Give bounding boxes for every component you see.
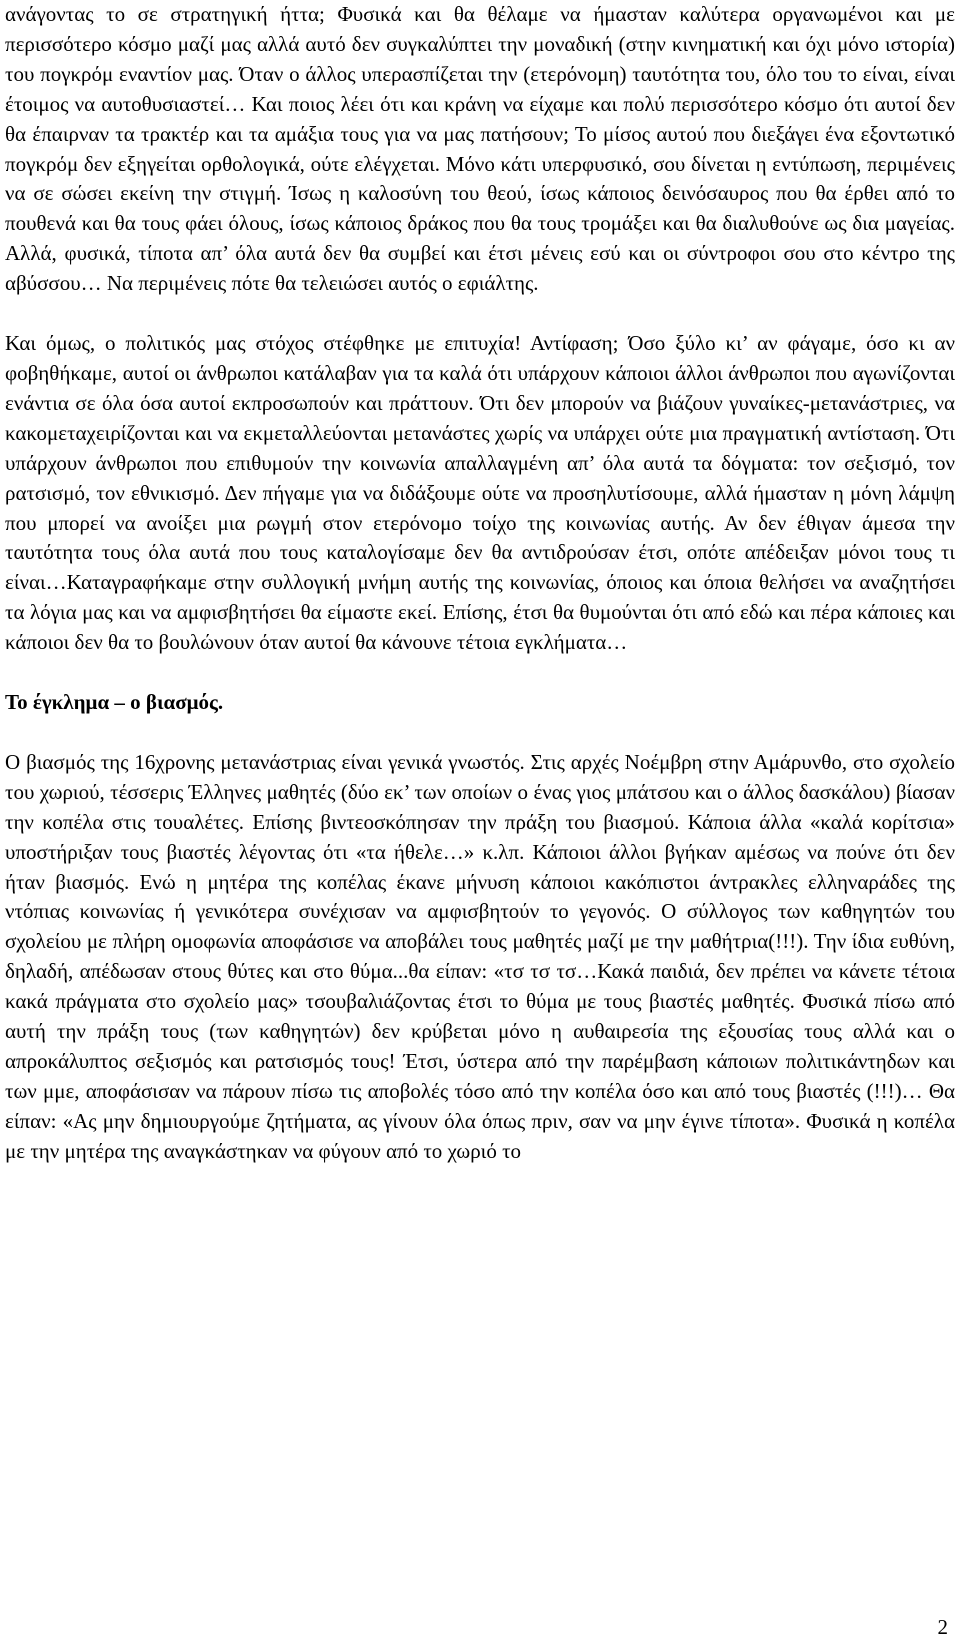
document-page	[5, 0, 955, 1167]
body-paragraph-1: ανάγοντας το σε στρατηγική ήττα; Φυσικά και θα θέλαμε να ήμασταν καλύτερα οργανωμένοι και με περισσότερο κόσμο μαζί μας αλλά αυτό δεν συγκαλύπτει την μοναδική (στην κινηματική και όχι μόνο ιστορία) του πογκρόμ εναντίον μας. Όταν ο άλλος υπερασπίζεται την (ετερόνομη) ταυτότητα του, όλο του το είναι, είναι έτοιμος να αυτοθυσιαστεί… Και ποιος λέει ότι και κράνη να είχαμε και πολύ περισσότερο κόσμο ότι αυτοί δεν θα έπαιρναν τα τρακτέρ και τα αμάξια τους για να μας πατήσουν; Το μίσος αυτού που διεξάγει ένα εξοντωτικό πογκρόμ δεν εξηγείται ορθολογικά, ούτε ελέγχεται. Μόνο κάτι υπερφυσικό, σου δίνεται η εντύπωση, περιμένεις να σε σώσει εκείνη την στιγμή. Ίσως η καλοσύνη του θεού, ίσως κάποιος δεινόσαυρος που θα έρθει από το πουθενά και θα τους φάει όλους, ίσως κάποιος δράκος που θα τους τρομάξει και θα διαλυθούνε ως δια μαγείας. Αλλά, φυσικά, τίποτα απ’ όλα αυτά δεν θα συμβεί και έτσι μένεις εσύ και οι σύντροφοι σου στο κέντρο της αβύσσου… Να περιμένεις πότε θα τελειώσει αυτός ο εφιάλτης.	[5, 2, 955, 296]
page-number: 2	[937, 1615, 948, 1639]
body-paragraph-3: Ο βιασμός της 16χρονης μετανάστριας είναι γενικά γνωστός. Στις αρχές Νοέμβρη στην Αμάρυνθο, στο σχολείο του χωριού, τέσσερις Έλληνες μαθητές (δύο εκ’ των οποίων ο ένας γιος μπάτσου και ο άλλος δασκάλου) βίασαν την κοπέλα στις τουαλέτες. Επίσης βιντεοσκόπησαν την πράξη του βιασμού. Κάποια άλλα «καλά κορίτσια» υποστήριξαν τους βιαστές λέγοντας ότι «τα ήθελε…» κ.λπ. Κάποιοι άλλοι βγήκαν αμέσως να πούνε ότι δεν ήταν βιασμός. Ενώ η μητέρα της κοπέλας έκανε μήνυση κάποιοι κακόπιστοι άντρακλες ελληναράδες της ντόπιας κοινωνίας ή γενικότερα συνέχισαν να αμφισβητούν το γεγονός. Ο σύλλογος των καθηγητών του σχολείου με πλήρη ομοφωνία αποφάσισε να αποβάλει τους μαθητές μαζί με την μαθήτρια(!!!). Την ίδια ευθύνη, δηλαδή, απέδωσαν στους θύτες και στο θύμα...θα είπαν: «τσ τσ τσ…Κακά παιδιά, δεν πρέπει να κάνετε τέτοια κακά πράγματα στο σχολείο μας» τσουβαλιάζοντας έτσι το θύμα με τους βιαστές μαθητές. Φυσικά πίσω από αυτή την πράξη τους (των καθηγητών) δεν κρύβεται μόνο η αυθαιρεσία της εξουσίας τους αλλά και ο απροκάλυπτος σεξισμός και ρατσισμός τους! Έτσι, ύστερα από την παρέμβαση κάποιων πολιτικάντηδων και των μμε, αποφάσισαν να πάρουν πίσω τις αποβολές τόσο από την κοπέλα όσο και από τους βιαστές (!!!)… Θα είπαν: «Ας μην δημιουργούμε ζητήματα, ας γίνουν όλα όπως πριν, σαν να μην έγινε τίποτα». Φυσικά η κοπέλα με την μητέρα της αναγκάστηκαν να φύγουν από το χωριό το	[5, 749, 955, 1163]
body-paragraph-2: Και όμως, ο πολιτικός μας στόχος στέφθηκε με επιτυχία! Αντίφαση; Όσο ξύλο κι’ αν φάγαμε, όσο κι αν φοβηθήκαμε, αυτοί οι άνθρωποι κατάλαβαν για τα καλά ότι υπάρχουν κάποιοι άλλοι άνθρωποι που αγωνίζονται ενάντια σε όλα όσα αυτοί εκπροσωπούν και πράττουν. Ότι δεν μπορούν να βιάζουν γυναίκες-μετανάστριες, να κακομεταχειρίζονται και να εκμεταλλεύονται μετανάστες χωρίς να υπάρχει ούτε μια πραγματική αντίσταση. Ότι υπάρχουν άνθρωποι που επιθυμούν την κοινωνία απαλλαγμένη απ’ όλα αυτά τα δόγματα: τον σεξισμό, τον ρατσισμό, τον εθνικισμό. Δεν πήγαμε για να διδάξουμε ούτε να προσηλυτίσουμε, αλλά ήμασταν η μόνη λάμψη που μπορεί να ανοίξει μια ρωγμή στον ετερόνομο τοίχο της κοινωνίας αυτής. Αν δεν έθιγαν άμεσα την ταυτότητα τους όλα αυτά που τους καταλογίσαμε δεν θα αντιδρούσαν έτσι, οπότε απέδειξαν μόνοι τους τι είναι…Καταγραφήκαμε στην συλλογική μνήμη αυτής της κοινωνίας, όποιος και όποια θελήσει να αναζητήσει τα λόγια μας και να αμφισβητήσει θα είμαστε εκεί. Επίσης, έτσι θα θυμούνται ότι από εδώ και πέρα κάποιες και κάποιοι δεν θα το βουλώνουν όταν αυτοί θα κάνουνε τέτοια εγκλήματα…	[5, 331, 955, 655]
section-heading: Το έγκλημα – ο βιασμός.	[5, 690, 224, 715]
